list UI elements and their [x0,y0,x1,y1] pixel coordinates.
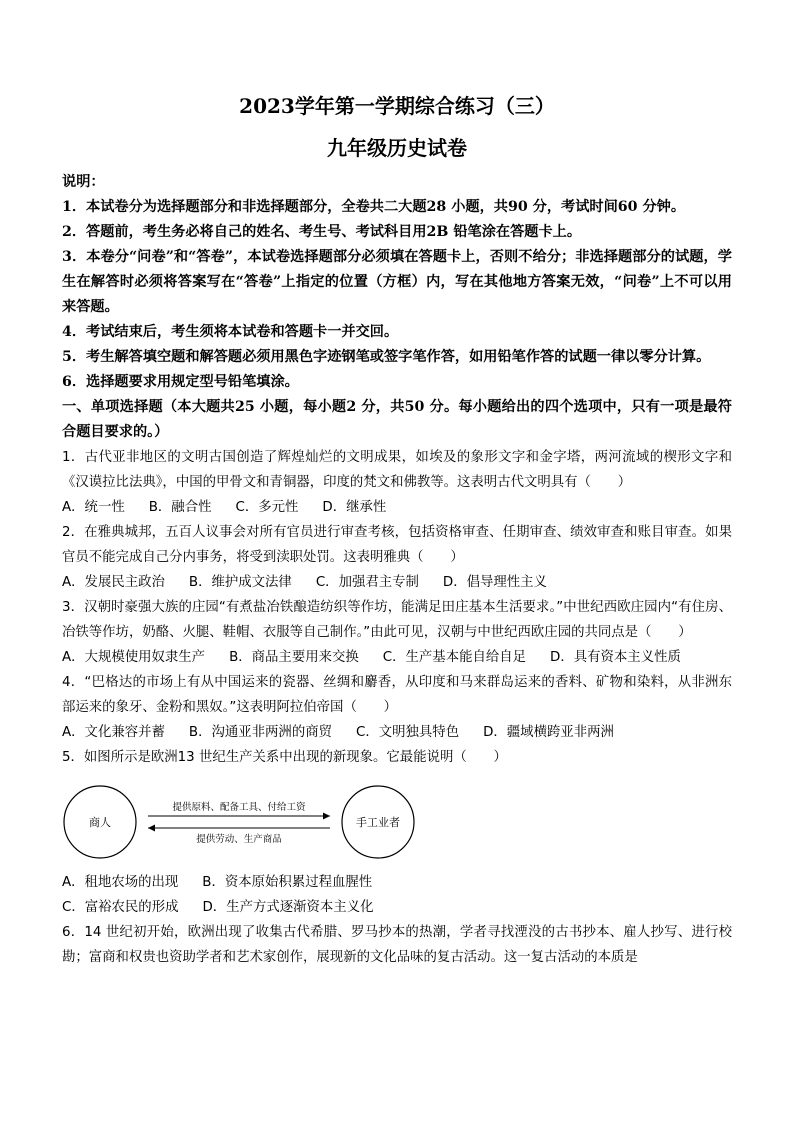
instructions-label: 说明： [62,174,105,190]
question-options-5-row2 [62,895,732,920]
instruction-item: 6．选择题要求用规定型号铅笔填涂。 [62,374,299,390]
option-b: B．资本原始积累过程血腥性 [202,875,373,890]
artisan-node-label: 手工业者 [356,816,400,829]
question-options-2 [62,570,732,595]
question-options-5-row1 [62,870,732,895]
option-c: C．富裕农民的形成 [62,900,179,915]
relation-diagram [62,776,732,868]
top-arrow-head [323,813,330,820]
option-c: C．加强君主专制 [315,575,419,590]
merchant-node-label: 商人 [89,816,111,829]
option-d: D．生产方式逐渐资本主义化 [202,900,374,915]
section-heading: 一、单项选择题（本大题共25 小题，每小题2 分，共50 分。每小题给出的四个选项中，只有一项是最符合题目要求的。） [62,399,732,440]
exam-subtitle: 九年级历史试卷 [327,136,467,160]
instruction-item: 1．本试卷分为选择题部分和非选择题部分，全卷共二大题28 小题，共90 分，考试时间60 分钟。 [62,199,686,215]
exam-page [62,92,732,970]
question-stem-2: 2．在雅典城邦，五百人议事会对所有官员进行审查考核，包括资格审查、任期审查、绩效审查和账目审查。如果官员不能完成自己分内事务，将受到渎职处罚。这表明雅典（ ） [62,525,732,565]
option-a: A．租地农场的出现 [62,875,179,890]
option-b: B．融合性 [148,500,212,515]
question-stem-6: 6．14 世纪初开始，欧洲出现了收集古代希腊、罗马抄本的热潮，学者寻找湮没的古书抄本、雇人抄写、进行校勘；富商和权贵也资助学者和艺术家创作，展现新的文化品味的复古活动。这一复古活动的本质是 [62,925,732,965]
option-a: A．文化兼容并蓄 [62,725,165,740]
option-a: A．发展民主政治 [62,575,165,590]
option-d: D．继承性 [322,500,387,515]
option-b: B．沟通亚非两洲的商贸 [188,725,332,740]
instruction-item: 3．本卷分“问卷”和“答卷”，本试卷选择题部分必须填在答题卡上，否则不给分；非选择题部分的试题，学生在解答时必须将答案写在“答卷”上指定的位置（方框）内，写在其他地方答案无效，“问卷”上不可以用来答题。 [62,249,732,315]
option-c: C．生产基本能自给自足 [382,650,527,665]
question-options-1 [62,495,732,520]
bottom-arrow-head [148,825,155,832]
instruction-item: 5．考生解答填空题和解答题必须用黑色字迹钢笔或签字笔作答，如用铅笔作答的试题一律以零分计算。 [62,349,711,365]
option-b: B．维护成文法律 [188,575,292,590]
exam-title: 2023学年第一学期综合练习（三） [239,94,555,118]
question-stem-1: 1．古代亚非地区的文明古国创造了辉煌灿烂的文明成果，如埃及的象形文字和金字塔，两河流域的楔形文字和《汉谟拉比法典》，中国的甲骨文和青铜器，印度的梵文和佛教等。这表明古代文明具有（ ） [62,450,732,490]
option-d: D．具有资本主义性质 [550,650,681,665]
option-c: C．文明独具特色 [356,725,460,740]
relation-diagram-svg [62,776,422,868]
option-c: C．多元性 [235,500,299,515]
option-b: B．商品主要用来交换 [229,650,359,665]
instruction-item: 2．答题前，考生务必将自己的姓名、考生号、考试科目用2B 铅笔涂在答题卡上。 [62,224,582,240]
question-stem-5: 5．如图所示是欧洲13 世纪生产关系中出现的新现象。它最能说明（ ） [62,750,507,765]
option-d: D．疆域横跨亚非两洲 [483,725,614,740]
question-options-4 [62,720,732,745]
option-d: D．倡导理性主义 [442,575,547,590]
bottom-arrow-label: 提供劳动、生产商品 [196,834,282,845]
question-stem-3: 3．汉朝时豪强大族的庄园“有煮盐冶铁酿造纺织等作坊，能满足田庄基本生活要求。”中世纪西欧庄园内“有住房、冶铁等作坊，奶酪、火腿、鞋帽、衣服等自己制作。”由此可见，汉朝与中世纪西欧庄园的共同点是（ ） [62,600,732,640]
option-a: A．大规模使用奴隶生产 [62,650,206,665]
question-stem-4: 4．“巴格达的市场上有从中国运来的瓷器、丝绸和麝香，从印度和马来群岛运来的香料、矿物和染料，从非洲东部运来的象牙、金粉和黑奴。”这表明阿拉伯帝国（ ） [62,675,732,715]
option-a: A．统一性 [62,500,125,515]
top-arrow-label: 提供原料、配备工具、付给工资 [172,802,306,813]
instruction-item: 4．考试结束后，考生须将本试卷和答题卡一并交回。 [62,324,399,340]
question-options-3 [62,645,732,670]
